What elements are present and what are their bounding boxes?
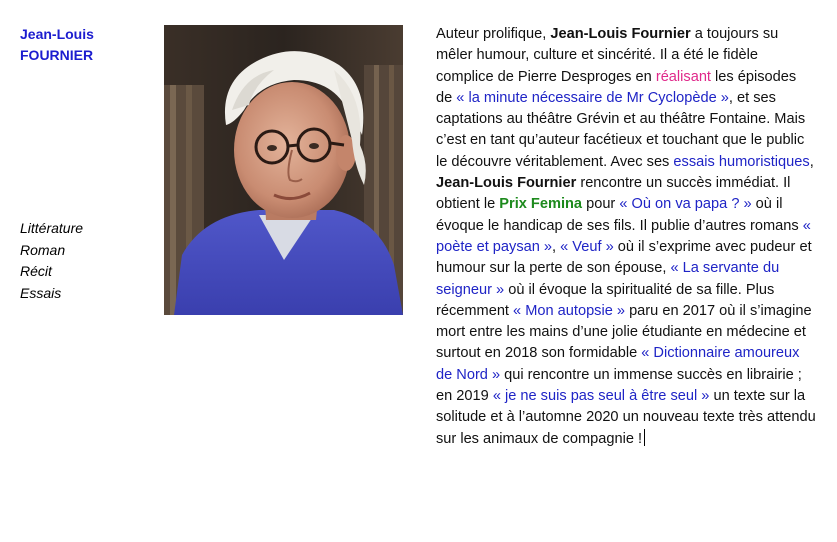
genre-item: Récit: [20, 263, 52, 279]
bio-text: où il évoque la spiritualité de sa fille. Plus récemment: [436, 281, 775, 319]
bio-highlight-realisant: réalisant: [655, 68, 711, 85]
biography-text: [436, 24, 816, 450]
book-title-link[interactable]: « Mon autopsie »: [513, 302, 626, 319]
book-title-link[interactable]: « je ne suis pas seul à être seul »: [492, 388, 710, 405]
book-title-link[interactable]: « Où on va papa ? »: [619, 196, 752, 213]
bio-text: paru en 2017 où il s’imagine mort entre les mains d’une jolie étudiante en médecine et surtout en 2018 son formidable: [436, 302, 812, 362]
portrait-illustration: [164, 25, 403, 315]
genre-item: Essais: [20, 284, 62, 301]
bio-text: ,: [552, 238, 561, 255]
author-last-name: FOURNIER: [20, 47, 94, 63]
genre-item: Littérature: [20, 220, 84, 236]
essays-link[interactable]: essais humoristiques: [673, 153, 810, 170]
bio-author-name: Jean-Louis Fournier: [436, 175, 577, 192]
book-title-link[interactable]: « Veuf »: [560, 238, 614, 255]
bio-text: qui rencontre un immense succès en librairie ; en 2019: [436, 366, 802, 405]
genre-item: Roman: [20, 241, 66, 258]
text-cursor: [644, 429, 645, 446]
bio-text: , et ses captations au théâtre Grévin et au théâtre Fontaine. Mais c’est en tant qu’auteur facétieux et touchant que le public le découvre véritablement. Avec ses: [436, 89, 806, 170]
book-title-link[interactable]: « La servante du seigneur »: [436, 260, 780, 298]
book-title-link[interactable]: « Dictionnaire amoureux de Nord »: [436, 345, 800, 383]
bio-text: pour: [582, 196, 620, 213]
bio-text: un texte sur la solitude et à l’automne 2020 un nouveau texte très attendu sur les animaux de compagnie !: [436, 388, 816, 447]
author-portrait-photo: [164, 25, 403, 315]
book-title-link[interactable]: « poète et paysan »: [436, 217, 811, 255]
bio-author-name: Jean-Louis Fournier: [550, 26, 691, 42]
bio-text: les épisodes de: [436, 68, 797, 106]
bio-text: rencontre un succès immédiat. Il obtient le: [436, 175, 791, 213]
author-name: [20, 24, 150, 66]
bio-text: où il évoque le handicap de ses fils. Il publie d’autres romans: [436, 196, 803, 234]
bio-text: Auteur prolifique,: [436, 26, 551, 42]
prize-name: Prix Femina: [499, 196, 583, 213]
book-title-link[interactable]: « la minute nécessaire de Mr Cyclopède »: [456, 89, 729, 106]
author-first-name: Jean-Louis: [20, 26, 94, 42]
genre-list: [20, 218, 150, 304]
bio-text: ,: [809, 153, 814, 170]
bio-text: où il s’exprime avec pudeur et humour sur la perte de son épouse,: [436, 238, 812, 277]
bio-text: a toujours su mêler humour, culture et sincérité. Il a été le fidèle complice de Pierre Desproges en: [436, 26, 779, 85]
